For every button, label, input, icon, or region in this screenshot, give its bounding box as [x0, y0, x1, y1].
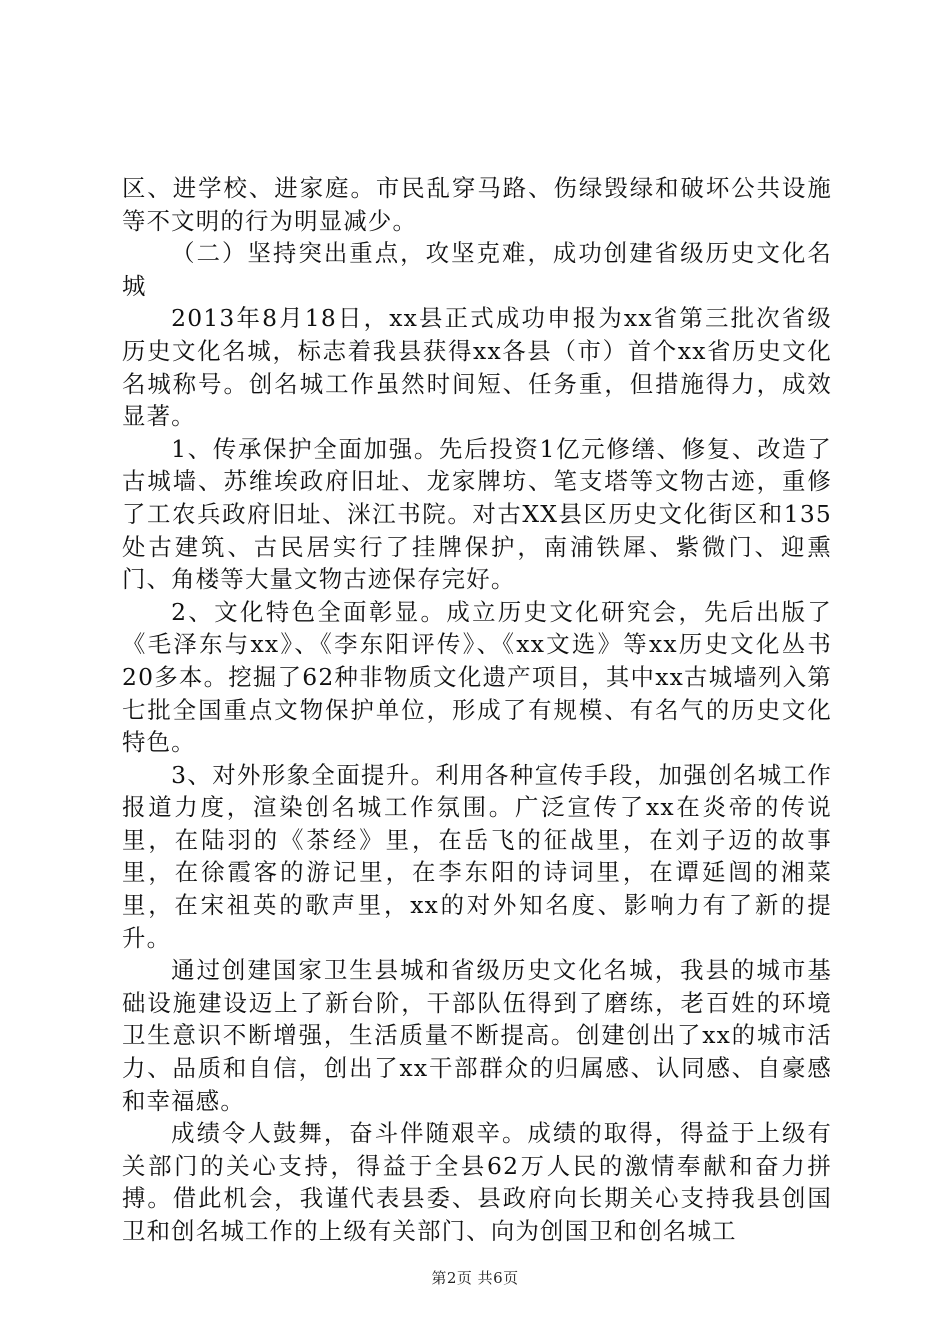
paragraph-1: 区、进学校、进家庭。市民乱穿马路、伤绿毁绿和破坏公共设施等不文明的行为明显减少。 [122, 174, 832, 235]
paragraph-7: 通过创建国家卫生县城和省级历史文化名城，我县的城市基础设施建设迈上了新台阶，干部队伍得到了磨练，老百姓的环境卫生意识不断增强，生活质量不断提高。创建创出了xx的城市活力、品质和自信，创出了xx干部群众的归属感、认同感、自豪感和幸福感。 [122, 956, 832, 1115]
paragraph-6: 3、对外形象全面提升。利用各种宣传手段，加强创名城工作报道力度，渲染创名城工作氛围。广泛宣传了xx在炎帝的传说里，在陆羽的《茶经》里，在岳飞的征战里，在刘子迈的故事里，在徐霞客的游记里，在李东阳的诗词里，在谭延闿的湘菜里，在宋祖英的歌声里，xx的对外知名度、影响力有了新的提升。 [122, 760, 832, 952]
paragraph-3: 2013年8月18日，xx县正式成功申报为xx省第三批次省级历史文化名城，标志着我县获得xx各县（市）首个xx省历史文化名城称号。创名城工作虽然时间短、任务重，但措施得力，成效显著。 [122, 304, 832, 431]
section-heading: （二）坚持突出重点，攻坚克难，成功创建省级历史文化名城 [122, 239, 832, 300]
page-footer: 第2页 共6页 [431, 1269, 519, 1287]
paragraph-8: 成绩令人鼓舞，奋斗伴随艰辛。成绩的取得，得益于上级有关部门的关心支持，得益于全县62万人民的激情奉献和奋力拼搏。借此机会，我谨代表县委、县政府向长期关心支持我县创国卫和创名城工作的上级有关部门、向为创国卫和创名城工 [122, 1119, 832, 1245]
paragraph-4: 1、传承保护全面加强。先后投资1亿元修缮、修复、改造了古城墙、苏维埃政府旧址、龙家牌坊、笔支塔等文物古迹，重修了工农兵政府旧址、洣江书院。对古XX县区历史文化街区和135处古建筑、古民居实行了挂牌保护，南浦铁犀、紫微门、迎熏门、角楼等大量文物古迹保存完好。 [122, 434, 832, 594]
body-text [122, 172, 832, 1248]
paragraph-5: 2、文化特色全面彰显。成立历史文化研究会，先后出版了《毛泽东与xx》、《李东阳评传》、《xx文选》等xx历史文化丛书20多本。挖掘了62种非物质文化遗产项目，其中xx古城墙列入第七批全国重点文物保护单位，形成了有规模、有名气的历史文化特色。 [122, 597, 832, 757]
